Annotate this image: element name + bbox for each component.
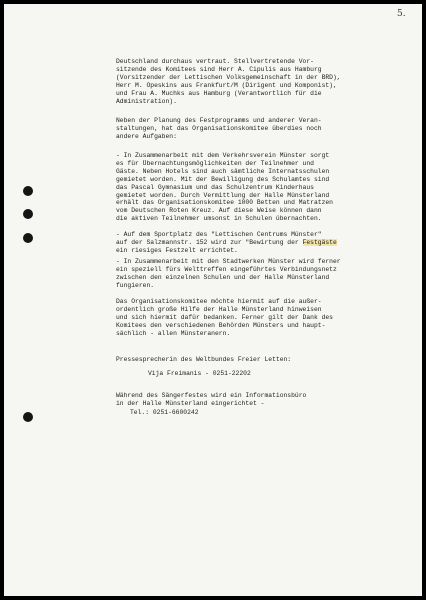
paragraph-accommodation: - In Zusammenarbeit mit dem Verkehrsverein Münster sorgt es für Übernachtungsmöglichkeiten der Teilnehmer und Gäste. Neben Hotels sind auch sämtliche Internatsschulen gemietet worden. Mit der Bewilligung des Schulamtes sind das Pascal Gymnasium und das Schulzentrum Kinderhaus gemietet worden. Durch Vermittlung der Halle Münsterland erhält das Organisationskomitee 1000 Betten und Matratzen vom Deutschen Roten Kreuz. Auf diese Weise können dann die aktiven Teilnehmer umsonst in Schulen übernachten. <box>116 152 333 223</box>
paragraph-festzelt: - Auf dem Sportplatz des "Lettischen Centrums Münster" auf der Salzmannstr. 152 wird zur "Bewirtung der Festgäste ein riesiges Festzelt errichtet. <box>116 231 337 254</box>
press-contact: Vija Freimanis - 0251-22202 <box>148 370 251 377</box>
highlighted-word: Festgäste <box>302 238 337 246</box>
paragraph-committee: Deutschland durchaus vertraut. Stellvertretende Vor- sitzende des Komitees sind Herr A. Cipulis aus Hamburg (Vorsitzender der Lettischen Volksgemeinschaft in der BRD), Herr M. Opeskins aus Frankfurt/M (Dirigent und Komponist), und Frau A. Muchks aus Hamburg (Verantwortlich für die Administration). <box>116 58 341 105</box>
press-spokesperson-label: Pressesprecherin des Weltbundes Freier Letten: <box>116 356 292 363</box>
paragraph-network: - In Zusammenarbeit mit den Stadtwerken Münster wird ferner ein speziell fürs Welttreffen eingeführtes Verbindungsnetz zwischen den einzelnen Schulen und der Halle Münsterland fungieren. <box>116 258 341 289</box>
punch-hole <box>23 186 33 196</box>
paragraph-tasks-intro: Neben der Planung des Festprogramms und anderer Veran- staltungen, hat das Organisationskomitee überdies noch andere Aufgaben: <box>116 117 322 140</box>
paragraph-info-office: Während des Sängerfestes wird ein Informationsbüro in der Halle Münsterland eingerichtet - <box>116 392 307 407</box>
paragraph-thanks: Das Organisationskomitee möchte hiermit auf die außer- ordentlich große Hilfe der Halle Münsterland hinweisen und sich hiermit dafür bedanken. Ferner gilt der Dank des Komitees den verschiedenen Behörden Münsters und haupt- sächlich - allen Münsteranern. <box>116 298 333 337</box>
punch-hole <box>23 233 33 243</box>
phone-number: Tel.: 0251-6600242 <box>130 409 199 416</box>
punch-hole <box>23 209 33 219</box>
document-page <box>4 4 422 596</box>
punch-hole <box>23 412 33 422</box>
page-number: 5. <box>397 9 406 19</box>
